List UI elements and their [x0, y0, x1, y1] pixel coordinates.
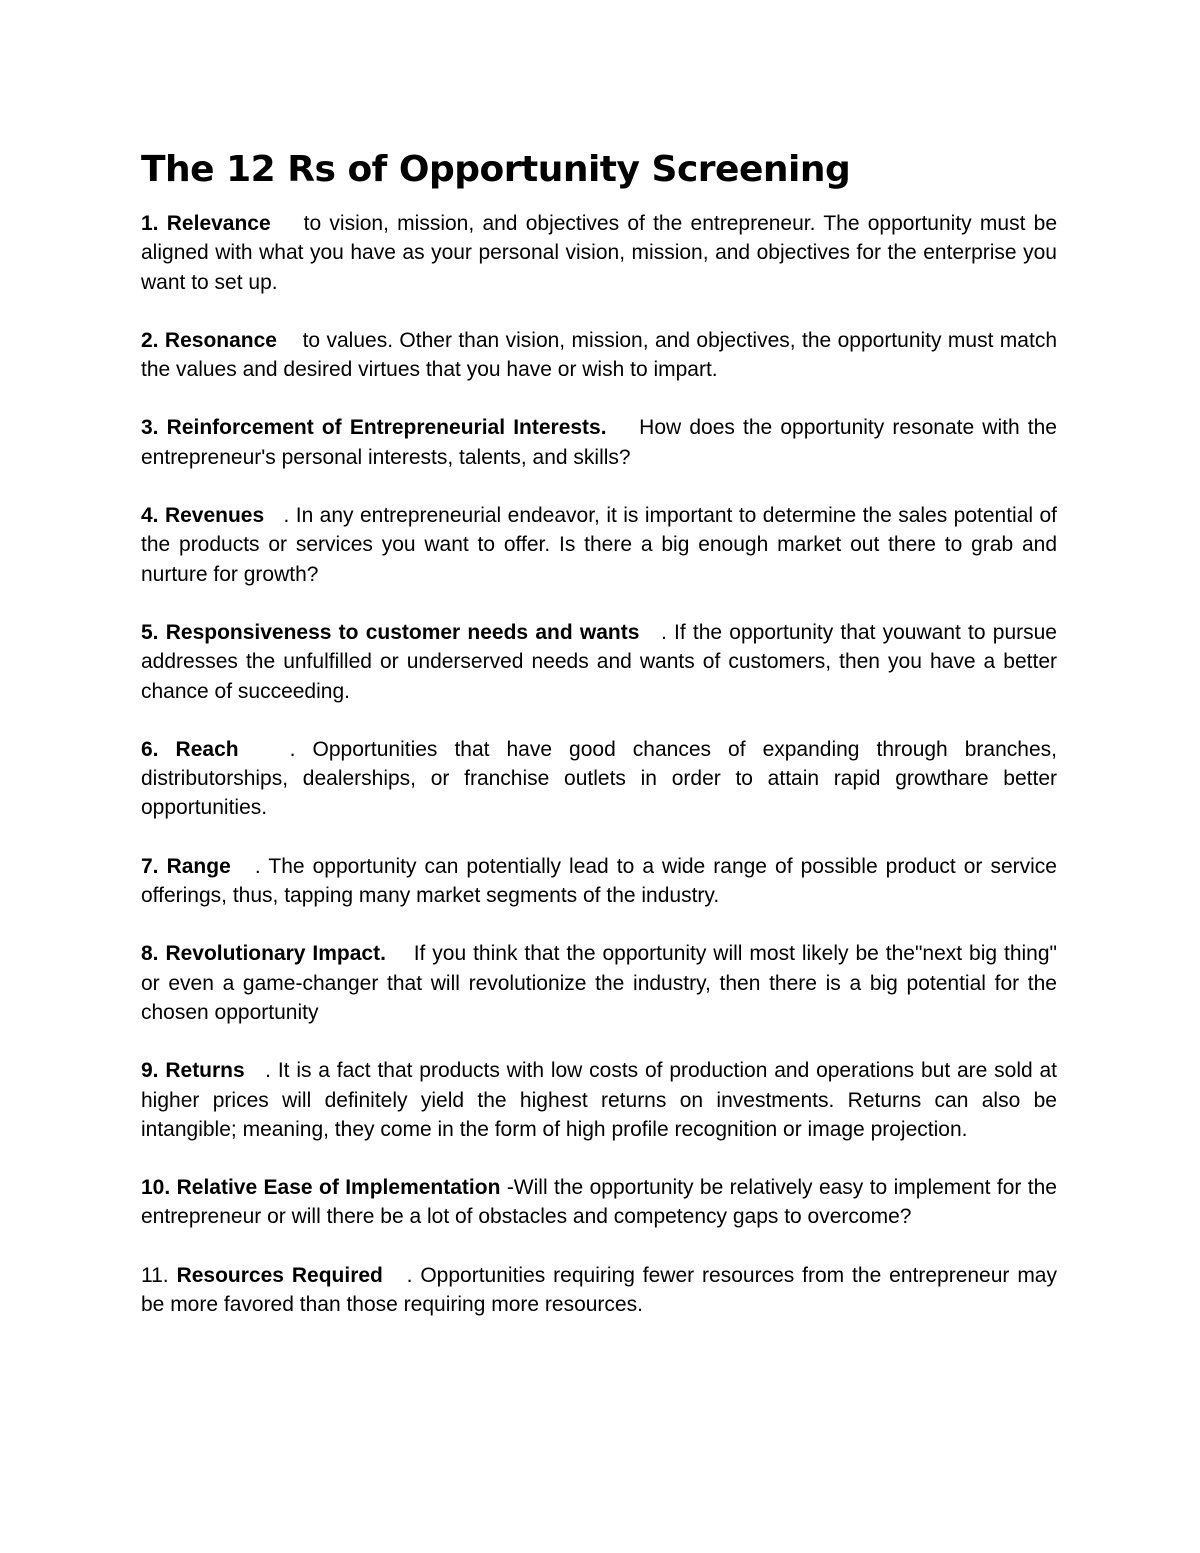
item-text: If you think that the opportunity will most likely be the"next big thing" or even a game-changer that will revolutionize the industry, then there is a big potential for the chosen opportunity: [141, 942, 1057, 1024]
item-term: Revenues: [164, 504, 265, 528]
item-text: to vision, mission, and objectives of the entrepreneur. The opportunity must be aligned with what you have as your personal vision, mission, and objectives for the enterprise you want to set up.: [141, 212, 1058, 294]
item-term: Reinforcement of Entrepreneurial Interests.: [166, 416, 607, 440]
list-item-6: [141, 735, 1057, 823]
item-term: Range: [166, 854, 231, 878]
item-number: 8.: [141, 942, 159, 966]
item-term: Relative Ease of Implementation: [176, 1176, 501, 1200]
item-text: . In any entrepreneurial endeavor, it is important to determine the sales potential of the products or services you want to offer. Is there a big enough market out there to grab and nurture for growth?: [141, 504, 1057, 586]
page-title: The 12 Rs of Opportunity Screening: [141, 149, 851, 190]
item-number: 9.: [141, 1059, 159, 1083]
item-number: 11.: [141, 1263, 169, 1287]
item-number: 2.: [141, 328, 159, 352]
item-number: 10.: [141, 1176, 171, 1200]
item-text: . Opportunities requiring fewer resources from the entrepreneur may be more favored than those requiring more resources.: [141, 1263, 1057, 1317]
item-text: How does the opportunity resonate with the entrepreneur's personal interests, talents, and skills?: [141, 416, 1057, 469]
item-number: 3.: [141, 416, 159, 440]
item-text: to values. Other than vision, mission, and objectives, the opportunity must match the values and desired virtues that you have or wish to impart.: [141, 328, 1057, 382]
item-term: Resources Required: [176, 1263, 383, 1287]
list-item-3: [141, 413, 1057, 472]
list-item-7: [141, 852, 1057, 911]
item-term: Relevance: [166, 212, 271, 235]
item-term: Revolutionary Impact.: [165, 942, 386, 966]
item-text: . Opportunities that have good chances of expanding through branches, distributorships, dealerships, or franchise outlets in order to attain rapid growthare better opportunities.: [141, 737, 1057, 820]
item-text: . It is a fact that products with low costs of production and operations but are sold at higher prices will definitely yield the highest returns on investments. Returns can also be intangible; meaning, they come in the form of high profile recognition or image projection.: [141, 1059, 1057, 1141]
list-item-1: [141, 209, 1057, 297]
list-item-2: [141, 326, 1057, 385]
list-item-4: [141, 501, 1057, 589]
item-number: 6.: [141, 737, 159, 761]
item-text: . If the opportunity that youwant to pursue addresses the unfulfilled or underserved needs and wants of customers, then you have a better chance of succeeding.: [141, 620, 1057, 703]
item-text: . The opportunity can potentially lead to a wide range of possible product or service offerings, thus, tapping many market segments of the industry.: [141, 854, 1057, 908]
item-term: Responsiveness to customer needs and wants: [165, 620, 640, 644]
item-number: 1.: [141, 212, 159, 235]
list-item-8: [141, 939, 1057, 1027]
document-page: [141, 145, 1057, 1348]
list-item-9: [141, 1056, 1057, 1144]
list-item-10: [141, 1173, 1057, 1232]
item-number: 4.: [141, 504, 159, 528]
item-number: 5.: [141, 620, 159, 644]
list-item-11: [141, 1261, 1057, 1320]
item-term: Returns: [165, 1059, 245, 1083]
item-term: Resonance: [164, 328, 277, 352]
list-item-5: [141, 618, 1057, 706]
item-term: Reach: [175, 737, 239, 761]
item-number: 7.: [141, 854, 159, 878]
item-text: -Will the opportunity be relatively easy to implement for the entrepreneur or will there be a lot of obstacles and competency gaps to overcome?: [141, 1176, 1057, 1229]
